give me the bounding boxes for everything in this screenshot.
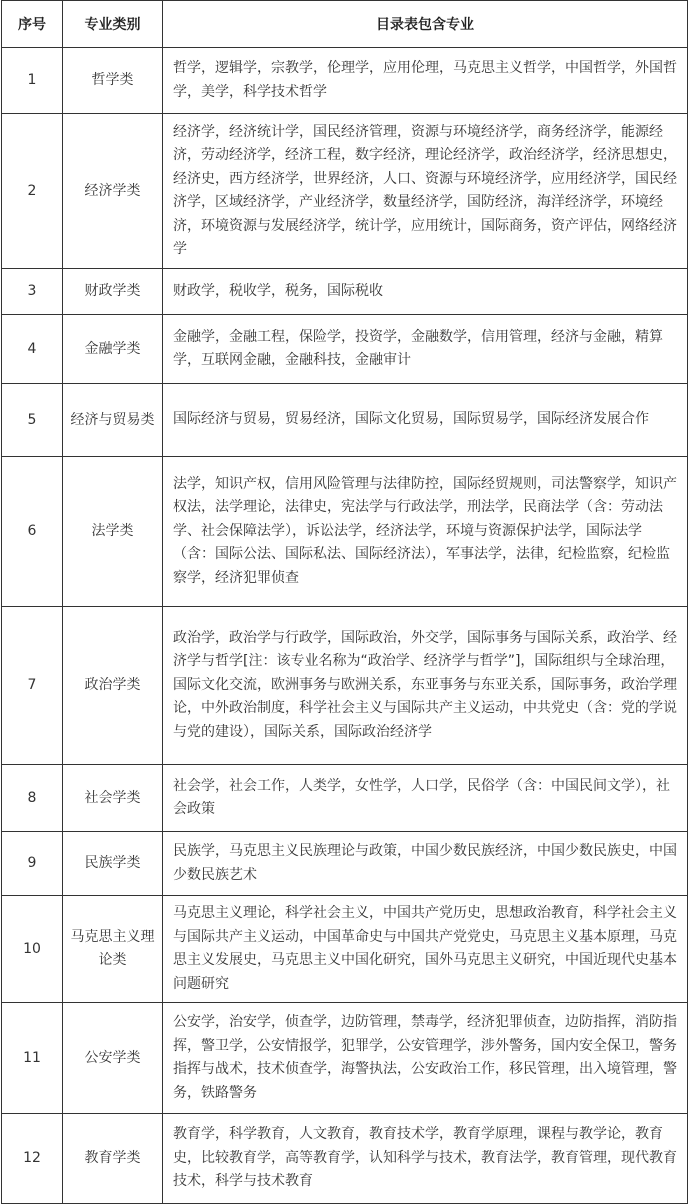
row-index: 5	[2, 384, 63, 457]
row-index: 3	[2, 269, 63, 315]
row-category: 经济与贸易类	[63, 384, 163, 457]
row-category: 经济学类	[63, 114, 163, 269]
table-row	[2, 832, 688, 896]
row-category: 政治学类	[63, 607, 163, 765]
row-category: 社会学类	[63, 765, 163, 832]
table-row	[2, 48, 688, 114]
row-majors: 哲学，逻辑学，宗教学，伦理学，应用伦理，马克思主义哲学，中国哲学，外国哲学，美学，科学技术哲学	[163, 48, 688, 114]
row-index: 12	[2, 1114, 63, 1204]
row-index: 11	[2, 1003, 63, 1114]
table-row	[2, 384, 688, 457]
row-majors: 法学，知识产权，信用风险管理与法律防控，国际经贸规则，司法警察学，知识产权法，法学理论，法律史，宪法学与行政法学，刑法学，民商法学（含：劳动法学、社会保障法学），诉讼法学，经济法学，环境与资源保护法学，国际法学（含：国际公法、国际私法、国际经济法），军事法学，法律，纪检监察，纪检监察学，经济犯罪侦查	[163, 457, 688, 607]
majors-catalog-table	[1, 0, 688, 1204]
row-majors: 金融学，金融工程，保险学，投资学，金融数学，信用管理，经济与金融，精算学，互联网金融，金融科技，金融审计	[163, 315, 688, 384]
row-category: 公安学类	[63, 1003, 163, 1114]
header-row	[2, 1, 688, 48]
table-row	[2, 457, 688, 607]
row-category: 法学类	[63, 457, 163, 607]
table-row	[2, 114, 688, 269]
row-majors: 经济学，经济统计学，国民经济管理，资源与环境经济学，商务经济学，能源经济，劳动经济学，经济工程，数字经济，理论经济学，政治经济学，经济思想史，经济史，西方经济学，世界经济，人口、资源与环境经济学，应用经济学，国民经济学，区域经济学，产业经济学，数量经济学，国防经济，海洋经济学，环境经济，环境资源与发展经济学，统计学，应用统计，国际商务，资产评估，网络经济学	[163, 114, 688, 269]
row-majors: 政治学，政治学与行政学，国际政治，外交学，国际事务与国际关系，政治学、经济学与哲学[注：该专业名称为“政治学、经济学与哲学”]，国际组织与全球治理，国际文化交流，欧洲事务与欧洲关系，东亚事务与东亚关系，国际事务，政治学理论，中外政治制度，科学社会主义与国际共产主义运动，中共党史（含：党的学说与党的建设），国际关系，国际政治经济学	[163, 607, 688, 765]
table-row	[2, 896, 688, 1003]
table-row	[2, 269, 688, 315]
row-index: 2	[2, 114, 63, 269]
row-index: 4	[2, 315, 63, 384]
row-majors: 民族学，马克思主义民族理论与政策，中国少数民族经济，中国少数民族史，中国少数民族艺术	[163, 832, 688, 896]
row-index: 9	[2, 832, 63, 896]
row-index: 7	[2, 607, 63, 765]
row-category: 金融学类	[63, 315, 163, 384]
header-category: 专业类别	[63, 1, 163, 48]
header-majors: 目录表包含专业	[163, 1, 688, 48]
row-majors: 财政学，税收学，税务，国际税收	[163, 269, 688, 315]
header-index: 序号	[2, 1, 63, 48]
row-majors: 国际经济与贸易，贸易经济，国际文化贸易，国际贸易学，国际经济发展合作	[163, 384, 688, 457]
table-row	[2, 315, 688, 384]
row-majors: 社会学，社会工作，人类学，女性学，人口学，民俗学（含：中国民间文学），社会政策	[163, 765, 688, 832]
row-category: 马克思主义理论类	[63, 896, 163, 1003]
table-row	[2, 1003, 688, 1114]
row-category: 民族学类	[63, 832, 163, 896]
row-index: 10	[2, 896, 63, 1003]
row-index: 1	[2, 48, 63, 114]
row-majors: 公安学，治安学，侦查学，边防管理，禁毒学，经济犯罪侦查，边防指挥，消防指挥，警卫学，公安情报学，犯罪学，公安管理学，涉外警务，国内安全保卫，警务指挥与战术，技术侦查学，海警执法，公安政治工作，移民管理，出入境管理，警务，铁路警务	[163, 1003, 688, 1114]
row-majors: 马克思主义理论，科学社会主义，中国共产党历史，思想政治教育，科学社会主义与国际共产主义运动，中国革命史与中国共产党党史，马克思主义基本原理，马克思主义发展史，马克思主义中国化研究，国外马克思主义研究，中国近现代史基本问题研究	[163, 896, 688, 1003]
row-category: 哲学类	[63, 48, 163, 114]
row-category: 教育学类	[63, 1114, 163, 1204]
table-row	[2, 765, 688, 832]
row-majors: 教育学，科学教育，人文教育，教育技术学，教育学原理，课程与教学论，教育史，比较教育学，高等教育学，认知科学与技术，教育法学，教育管理，现代教育技术，科学与技术教育	[163, 1114, 688, 1204]
table-row	[2, 607, 688, 765]
row-index: 8	[2, 765, 63, 832]
row-index: 6	[2, 457, 63, 607]
row-category: 财政学类	[63, 269, 163, 315]
table-row	[2, 1114, 688, 1204]
